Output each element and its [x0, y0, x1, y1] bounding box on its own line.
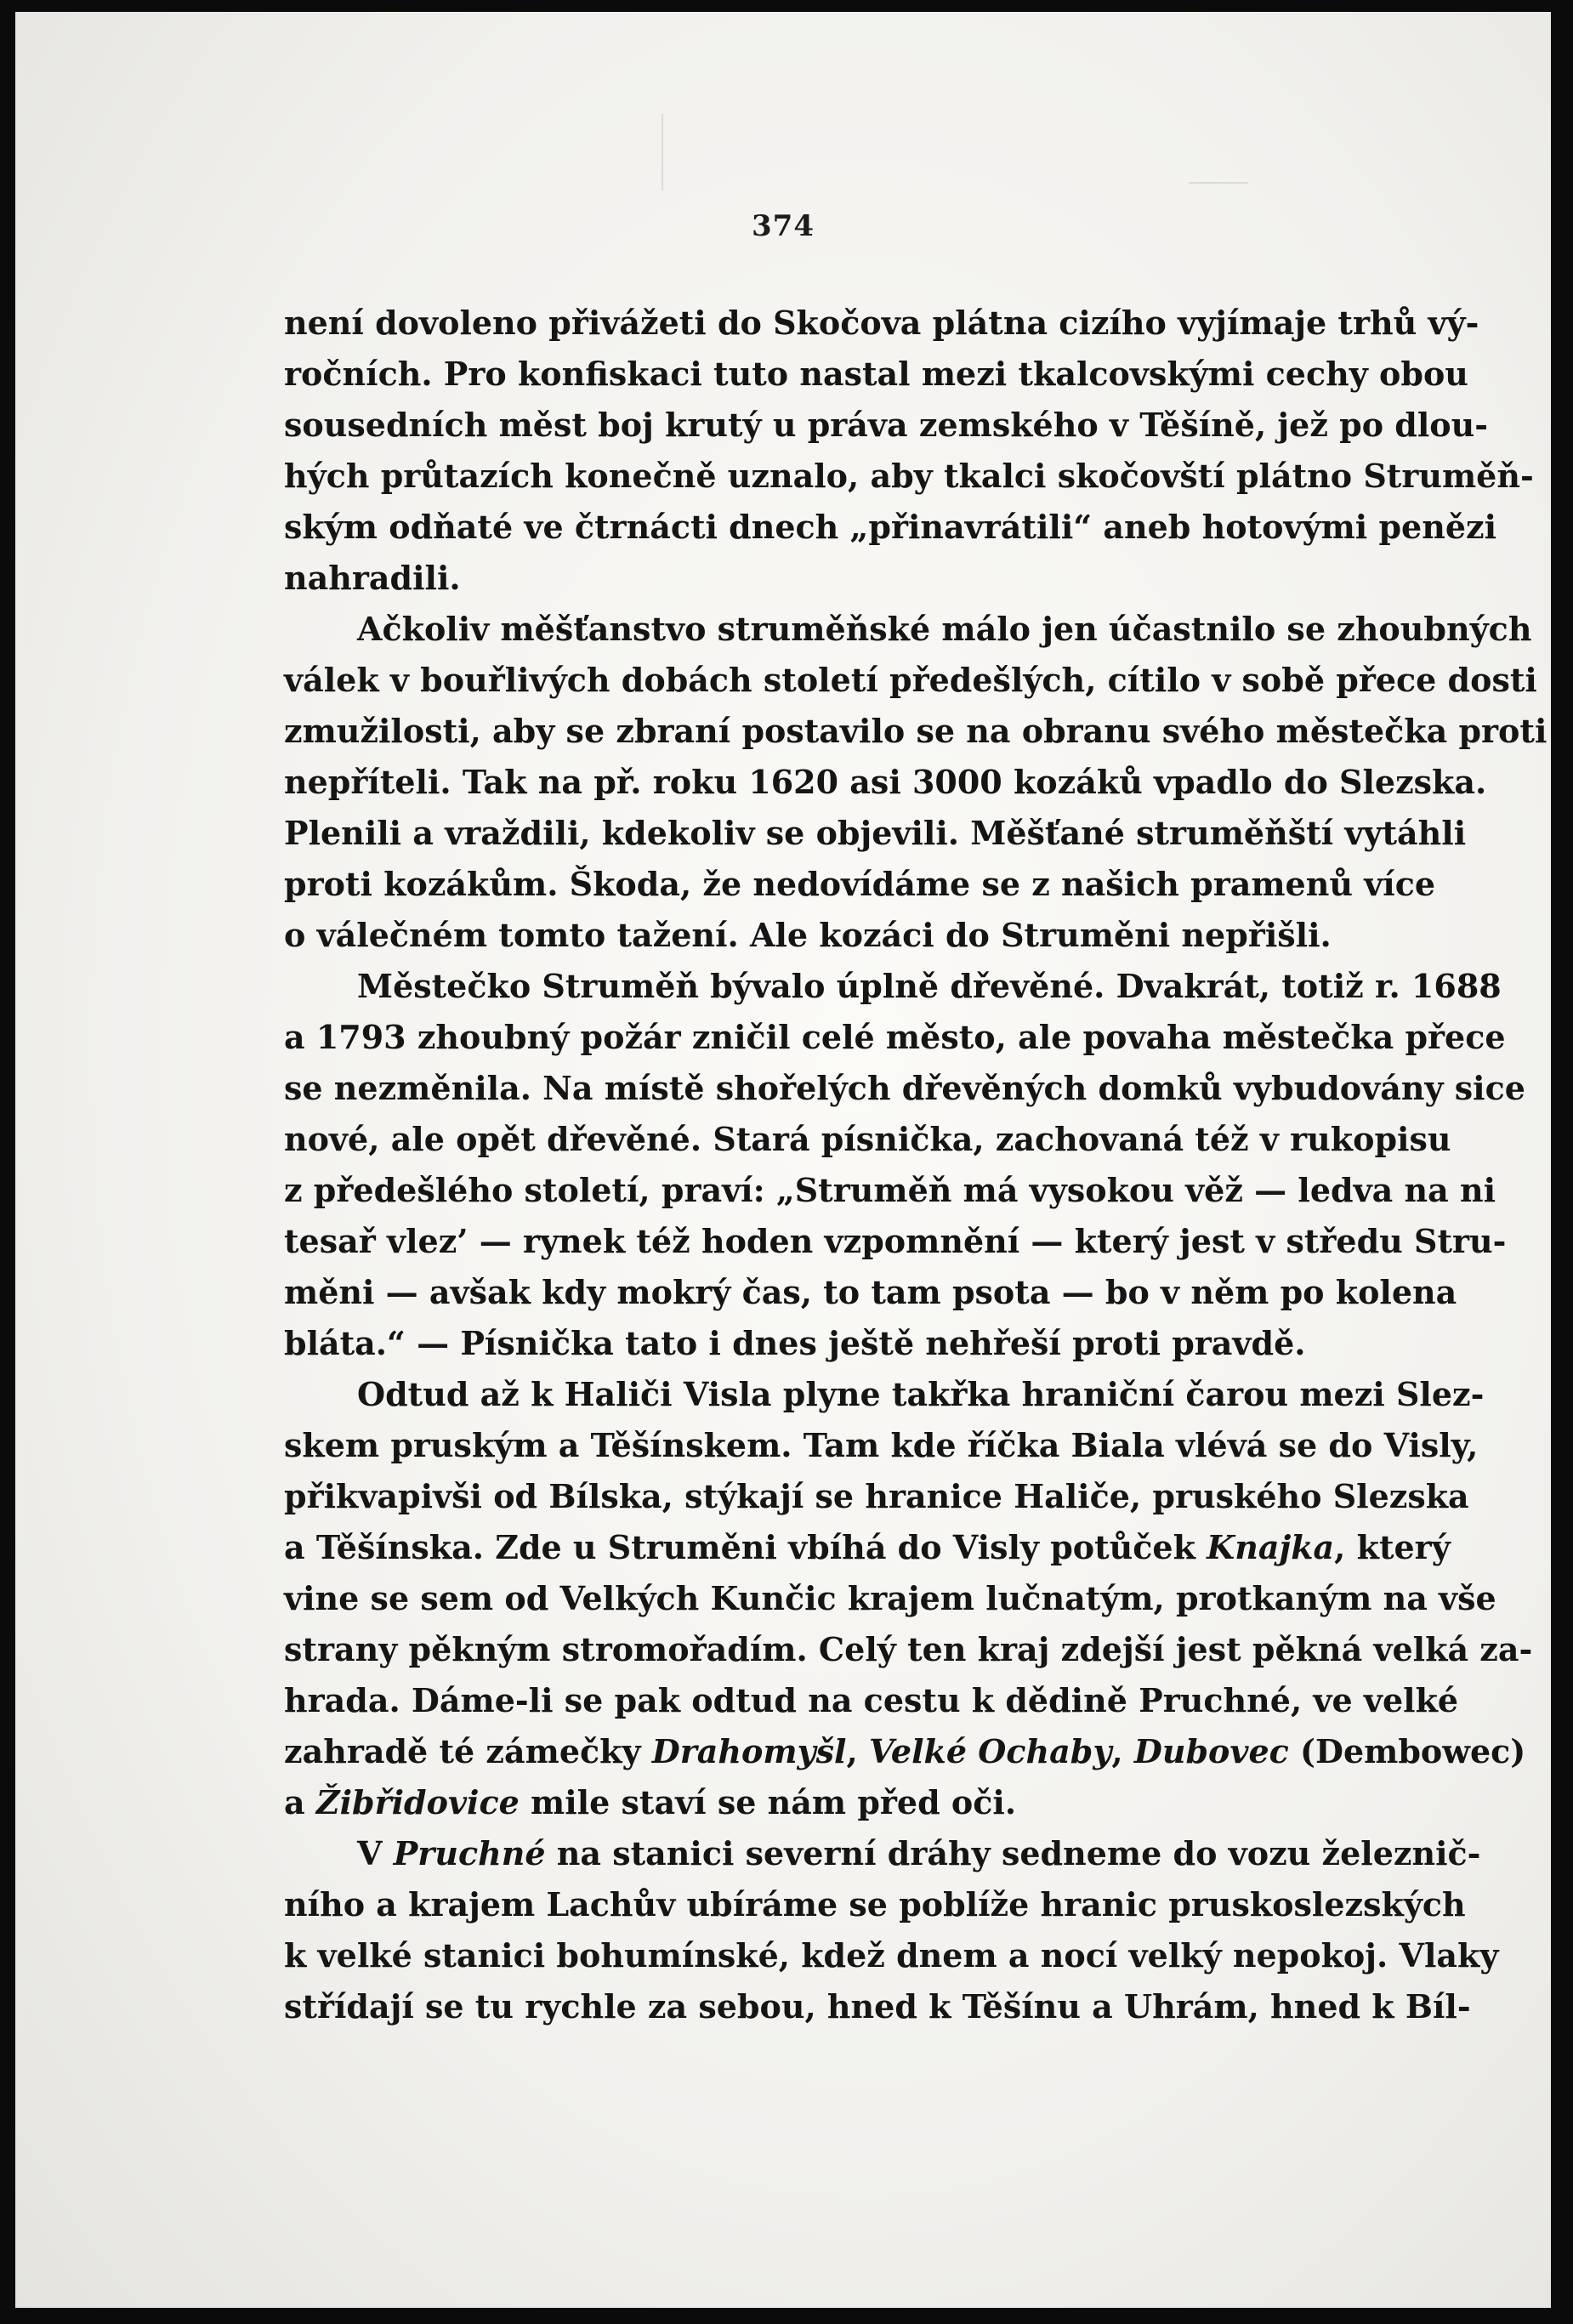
scan-mark [1189, 182, 1248, 184]
text-line: zmužilosti, aby se zbraní postavilo se na obranu svého městečka proti [284, 712, 1547, 750]
text-line: se nezměnila. Na místě shořelých dřevěných domků vybudovány sice [284, 1069, 1525, 1107]
text-segment: a [284, 1783, 316, 1821]
text-line: ským odňaté ve čtrnácti dnech „přinavrátili“ aneb hotovými penězi [284, 508, 1497, 546]
paragraph-4 [284, 1369, 1533, 1828]
text-line: válek v bouřlivých dobách století předešlých, cítilo v sobě přece dosti [284, 661, 1537, 699]
text-line: bláta.“ — Písnička tato i dnes ještě nehřeší proti pravdě. [284, 1324, 1306, 1362]
paragraph-3 [284, 961, 1525, 1369]
text-line: nepříteli. Tak na př. roku 1620 asi 3000 kozáků vpadlo do Slezska. [284, 763, 1487, 801]
body-text [284, 298, 1547, 2032]
text-line [284, 1828, 1481, 1879]
text-line [284, 1777, 1394, 1828]
text-line: sousedních měst boj krutý u práva zemského v Těšíně, jež po dlou- [284, 406, 1489, 444]
text-line: a 1793 zhoubný požár zničil celé město, ale povaha městečka přece [284, 1018, 1506, 1056]
text-line: o válečném tomto tažení. Ale kozáci do Struměni nepřišli. [284, 916, 1332, 954]
text-segment: na stanici severní dráhy sedneme do vozu železnič- [545, 1834, 1481, 1872]
text-line: hrada. Dáme-li se pak odtud na cestu k dědině Pruchné, ve velké [284, 1681, 1459, 1719]
place-name-italic: Velké Ochaby [868, 1732, 1112, 1770]
place-name-italic: Knajka [1207, 1528, 1335, 1566]
place-name-italic: Pruchné [393, 1834, 546, 1872]
text-line: Ačkoliv měšťanstvo struměňské málo jen účastnilo se zhoubných [357, 610, 1532, 648]
text-line: nahradili. [284, 559, 461, 597]
text-segment: mile staví se nám před oči. [519, 1783, 1017, 1821]
text-segment: a Těšínska. Zde u Struměni vbíhá do Visly potůček [284, 1528, 1207, 1566]
page-number: 374 [752, 209, 815, 243]
text-line: Odtud až k Haliči Visla plyne takřka hraniční čarou mezi Slez- [357, 1375, 1485, 1413]
text-line: tesař vlez’ — rynek též hoden vzpomnění — který jest v středu Stru- [284, 1222, 1507, 1260]
place-name-italic: Žibřidovice [315, 1783, 520, 1821]
text-line: k velké stanici bohumínské, kdež dnem a nocí velký nepokoj. Vlaky [284, 1936, 1499, 1975]
text-line [284, 1522, 1451, 1573]
text-line: skem pruským a Těšínskem. Tam kde říčka Biala vlévá se do Visly, [284, 1426, 1479, 1464]
text-line: z předešlého století, praví: „Struměň má vysokou věž — ledva na ni [284, 1171, 1496, 1209]
text-line: strany pěkným stromořadím. Celý ten kraj zdejší jest pěkná velká za- [284, 1630, 1533, 1668]
text-segment: zahradě té zámečky [284, 1732, 652, 1770]
text-segment: , který [1334, 1528, 1451, 1566]
scan-mark [662, 114, 663, 190]
text-line: ročních. Pro konfiskaci tuto nastal mezi tkalcovskými cechy obou [284, 355, 1468, 393]
text-line: proti kozákům. Škoda, že nedovídáme se z našich pramenů více [284, 865, 1436, 903]
paragraph-1 [284, 298, 1534, 604]
place-name-italic: Dubovec [1133, 1732, 1289, 1770]
text-line: vine se sem od Velkých Kunčic krajem lučnatým, protkaným na vše [284, 1579, 1496, 1617]
place-name-italic: Drahomyšl [651, 1732, 847, 1770]
text-segment: V [357, 1834, 394, 1872]
text-line: ního a krajem Lachův ubíráme se poblíže hranic pruskoslezských [284, 1885, 1466, 1923]
text-line: zahradě té zámečky Drahomyšl, Velké Ochaby, Dubovec (Dembowec) [284, 1732, 1526, 1770]
text-line: není dovoleno přivážeti do Skočova plátna cizího vyjímaje trhů vý- [284, 304, 1479, 342]
paragraph-2 [284, 604, 1547, 961]
text-line: hých průtazích konečně uznalo, aby tkalci skočovští plátno Struměň- [284, 457, 1534, 495]
text-segment: (Dembowec) [1288, 1732, 1526, 1770]
text-line: nové, ale opět dřevěné. Stará písnička, zachovaná též v rukopisu [284, 1120, 1451, 1158]
text-line: Městečko Struměň bývalo úplně dřevěné. Dvakrát, totiž r. 1688 [357, 967, 1502, 1005]
paragraph-5 [284, 1828, 1499, 2032]
text-line: střídají se tu rychle za sebou, hned k Těšínu a Uhrám, hned k Bíl- [284, 1987, 1471, 2026]
text-line: přikvapivši od Bílska, stýkají se hranice Haliče, pruského Slezska [284, 1477, 1469, 1515]
text-line: měni — avšak kdy mokrý čas, to tam psota — bo v něm po kolena [284, 1273, 1457, 1311]
scanned-page [15, 12, 1551, 2308]
text-line: Plenili a vraždili, kdekoliv se objevili. Měšťané struměňští vytáhli [284, 814, 1467, 852]
